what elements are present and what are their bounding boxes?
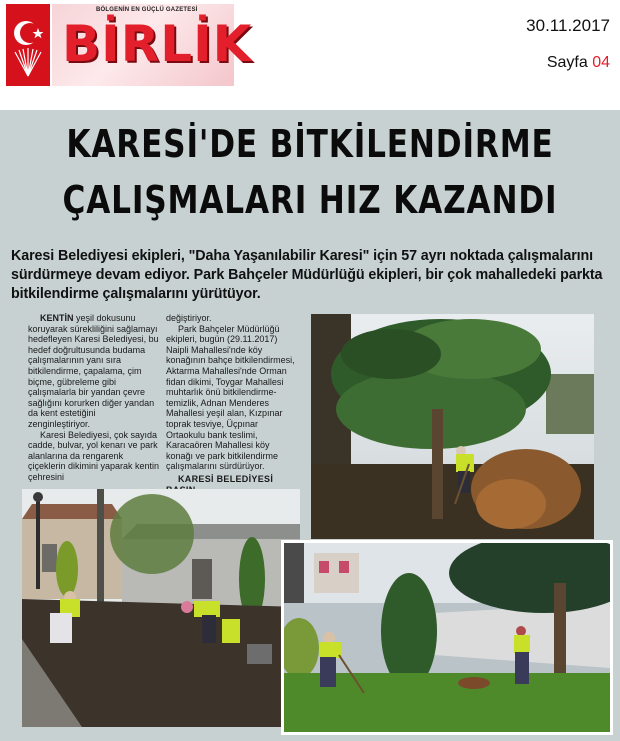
article-headline <box>62 116 557 228</box>
lead-word: KENTİN <box>40 313 74 323</box>
article-column-1 <box>28 313 160 483</box>
page-number: 04 <box>592 54 610 71</box>
issue-date: 30.11.2017 <box>526 16 610 35</box>
crescent-star-logo <box>6 4 50 86</box>
crescent-star-icon <box>9 18 47 80</box>
article-lead: Karesi Belediyesi ekipleri, "Daha Yaşanılabilir Karesi" için 57 ayrı noktada çalışmalarını sürdürmeye devam ediyor. Park Bahçeler Müdürlüğü ekipleri, bir çok mahalledeki parkta bitkilendirme çalışmalarını yürütüyor. <box>11 248 603 302</box>
photo-park-workers <box>281 540 613 735</box>
headline-line-2: ÇALIŞMALARI HIZ KAZANDI <box>62 178 558 222</box>
article-byline: KARESİ BELEDİYESİ <box>178 473 274 484</box>
paragraph: değiştiriyor. <box>166 313 212 323</box>
paragraph <box>28 313 160 430</box>
page-label: Sayfa <box>546 54 588 71</box>
paragraph: Karesi Belediyesi, çok sayıda cadde, bulvar, yol kenarı ve park alanlarına da rengarenk çiçeklerin dikimini yaparak kentin çehresini <box>28 429 160 482</box>
article-column-2 <box>166 313 298 495</box>
page-indicator <box>547 54 610 72</box>
newspaper-name: BİRLİK <box>62 15 253 73</box>
paragraph-text: yeşil dokusunu koruyarak sürekliliğini sağlamayı hedefleyen Karesi Belediyesi, bu hedef doğrultusunda budama çalışmalarının yanı sıra bitkilendirme, çapalama, çim biçme, gübreleme gibi çalışmalarla bir yandan çevre sağlığını korurken diğer yandan da kent estetiğini zenginleştiriyor. <box>28 313 159 429</box>
headline-line-1: KARESİ'DE BİTKİLENDİRME <box>66 122 554 166</box>
paragraph: Park Bahçeler Müdürlüğü ekipleri, bugün (29.11.2017) Naipli Mahallesi'nde köy konağının bahçe bitkilendirmesi, Aktarma Mahallesi'nde Orman fidan dikimi, Toygar Mahallesi muhtarlık önü bitkilendirme-temizlik, Adnan Menderes Mahallesi yeşil alan, Kızpınar toprak tesviye, Üçpınar Ortaokulu bank teslimi, Karacaören Mahallesi köy konağı ve park bitkilendirme çalışmalarını sürdürüyor. <box>166 323 295 472</box>
newspaper-masthead <box>6 4 253 90</box>
masthead-tagline: BÖLGENİN EN GÜÇLÜ GAZETESİ <box>96 7 198 13</box>
photo-garden-workers <box>22 489 300 727</box>
photo-pine-tree-worker <box>311 314 594 539</box>
